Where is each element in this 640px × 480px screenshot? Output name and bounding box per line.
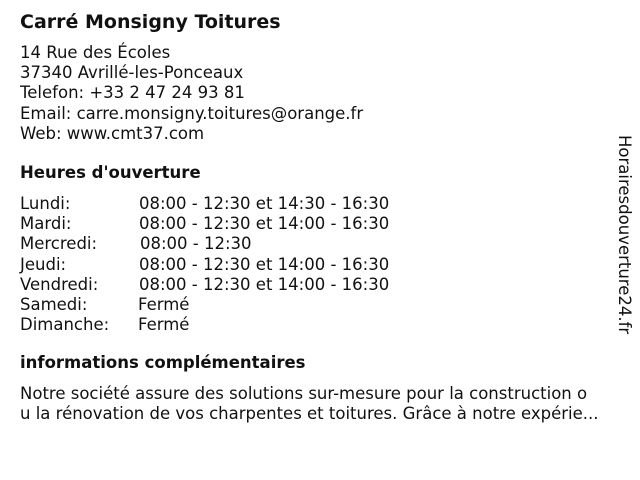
address-city: 37340 Avrillé-les-Ponceaux xyxy=(20,63,244,83)
info-line: u la rénovation de vos charpentes et toitures. Grâce à notre expérie... xyxy=(20,404,599,424)
time-value: 08:00 - 12:30 xyxy=(140,234,252,254)
contact-block xyxy=(20,43,363,144)
day-label: Dimanche: xyxy=(20,315,110,335)
website[interactable]: Web: www.cmt37.com xyxy=(20,123,205,143)
business-name: Carré Monsigny Toitures xyxy=(20,11,281,33)
time-value: 08:00 - 12:30 et 14:00 - 16:30 xyxy=(139,214,390,234)
address-street: 14 Rue des Écoles xyxy=(20,43,171,62)
time-value: Fermé xyxy=(138,315,190,335)
time-value: Fermé xyxy=(138,294,190,314)
day-label: Lundi: xyxy=(20,194,71,213)
time-value: 08:00 - 12:30 et 14:00 - 16:30 xyxy=(139,274,390,294)
day-label: Samedi: xyxy=(20,294,88,314)
day-label: Jeudi: xyxy=(20,254,67,274)
info-line: Notre société assure des solutions sur-mesure pour la construction o xyxy=(20,384,588,403)
day-label: Vendredi: xyxy=(20,274,99,294)
info-description xyxy=(20,384,632,424)
site-watermark: Horairesdouverture24.fr xyxy=(615,135,634,335)
time-value: 08:00 - 12:30 et 14:00 - 16:30 xyxy=(139,254,390,274)
info-heading: informations complémentaires xyxy=(20,353,306,372)
phone-number[interactable]: Telefon: +33 2 47 24 93 81 xyxy=(20,83,245,103)
day-label: Mardi: xyxy=(20,214,72,234)
time-value: 08:00 - 12:30 et 14:30 - 16:30 xyxy=(139,194,390,213)
email-address[interactable]: Email: carre.monsigny.toitures@orange.fr xyxy=(20,103,364,123)
day-label: Mercredi: xyxy=(20,234,98,254)
hours-heading: Heures d'ouverture xyxy=(20,163,201,182)
